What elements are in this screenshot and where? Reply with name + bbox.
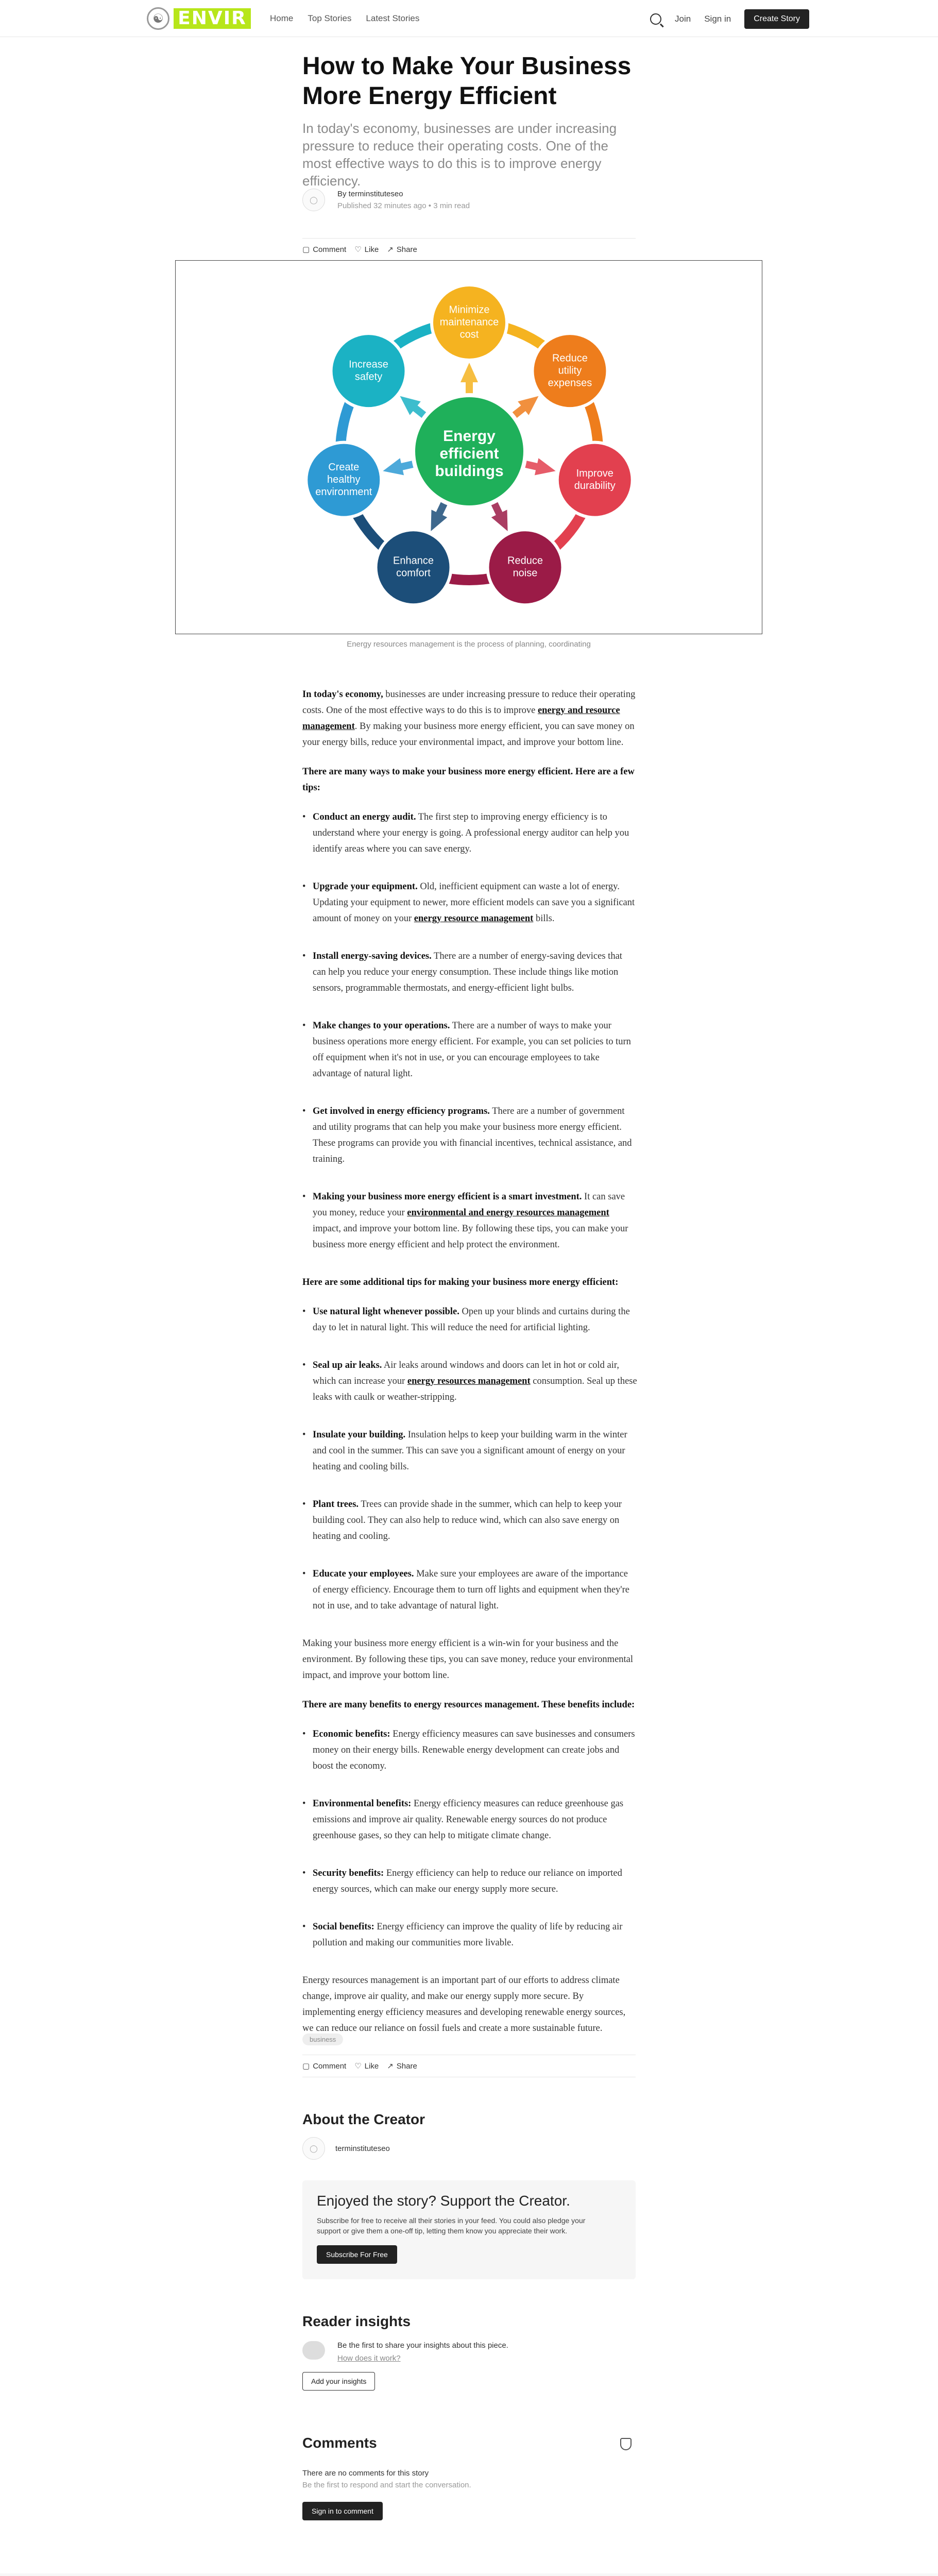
node-label: Increase	[349, 359, 388, 370]
author-byline[interactable]: By terminstituteseo	[337, 190, 403, 198]
list-item	[302, 1189, 637, 1253]
add-insights-button[interactable]: Add your insights	[302, 2372, 375, 2391]
center-label: Energy	[443, 427, 496, 445]
node-label: Improve	[576, 467, 613, 479]
benefits-list	[302, 1726, 637, 1951]
list-item	[302, 1104, 637, 1167]
node-label: durability	[574, 480, 616, 492]
author-avatar[interactable]: ◯	[302, 189, 325, 211]
comments-section	[302, 2435, 636, 2520]
list-item-lead: Environmental benefits:	[313, 1799, 412, 1809]
arrow	[511, 396, 538, 419]
intro-bold: In today's economy,	[302, 689, 383, 700]
node-label: Reduce	[552, 352, 588, 364]
article-title: How to Make Your Business More Energy Efficient	[302, 53, 632, 110]
additional-list	[302, 1304, 637, 1614]
intro-paragraph	[302, 687, 637, 751]
list-item	[302, 879, 637, 927]
intro-end: . By making your business more energy efficient, you can save money on your energy bills, reduce your environmental impact, and improve your bottom line.	[302, 721, 635, 748]
list-item-link[interactable]: environmental and energy resources management	[407, 1208, 609, 1218]
globe-icon: ☯	[147, 7, 169, 30]
insights-text: Be the first to share your insights about this piece.	[337, 2341, 508, 2350]
search-icon[interactable]	[650, 13, 661, 25]
like-label: Like	[364, 2061, 379, 2071]
tips-heading-text: There are many ways to make your business more energy efficient. Here are a few tips:	[302, 767, 635, 793]
arrow	[383, 458, 414, 475]
node-label: Minimize	[449, 304, 490, 316]
node-label: Create	[328, 461, 360, 473]
list-item-lead: Seal up air leaks.	[313, 1360, 382, 1370]
list-item-text-end: bills.	[533, 913, 555, 924]
share-label: Share	[396, 245, 417, 254]
signin-link[interactable]: Sign in	[704, 14, 731, 24]
intro-link[interactable]: energy and resource management	[302, 705, 620, 732]
benefits-heading	[302, 1697, 637, 1713]
arrow	[461, 363, 478, 394]
support-text: Subscribe for free to receive all their stories in your feed. You could also pledge your support or give them a one-off tip, letting them know you appreciate their work.	[317, 2216, 586, 2235]
join-link[interactable]: Join	[675, 14, 691, 24]
node-label: utility	[558, 365, 582, 377]
list-item-link[interactable]: energy resource management	[414, 913, 534, 924]
tips-heading	[302, 764, 637, 796]
share-button-bottom[interactable]	[387, 2061, 417, 2071]
list-item	[302, 1018, 637, 1082]
insights-bubble-icon	[302, 2341, 325, 2360]
support-box	[302, 2180, 636, 2279]
comment-label: Comment	[313, 245, 347, 254]
list-item-text: Open up your blinds and curtains during the day to let in natural light. This will reduce the need for artificial lighting.	[313, 1307, 630, 1333]
list-item	[302, 1304, 637, 1336]
node-label: Enhance	[393, 555, 434, 567]
nav-links	[270, 13, 419, 24]
list-item-lead: Use natural light whenever possible.	[313, 1307, 459, 1317]
heart-icon: ♡	[354, 2062, 362, 2071]
share-icon: ↗	[387, 2062, 394, 2071]
comment-button-bottom[interactable]	[302, 2061, 346, 2071]
list-item	[302, 1726, 637, 1774]
node-label: healthy	[327, 473, 361, 485]
comments-heading: Comments	[302, 2435, 377, 2451]
additional-heading	[302, 1275, 637, 1291]
nav-right	[650, 9, 809, 29]
creator-avatar[interactable]: ◯	[302, 2137, 325, 2160]
list-item	[302, 1919, 637, 1951]
node-label: safety	[354, 371, 383, 383]
list-item-lead: Plant trees.	[313, 1499, 359, 1510]
list-item-text: It can save you money, reduce your	[313, 1192, 625, 1218]
comment-icon: ▢	[302, 2062, 310, 2071]
list-item	[302, 1866, 637, 1897]
list-item-text: Old, inefficient equipment can waste a lot of energy. Updating your equipment to newer, more efficient models can save you a significant amount of money on your	[313, 882, 635, 924]
author-block	[302, 184, 636, 215]
list-item	[302, 1566, 637, 1614]
insights-heading: Reader insights	[302, 2313, 411, 2329]
arrow	[491, 501, 508, 531]
list-item-text: Trees can provide shade in the summer, which can help to keep your building cool. They can also help to reduce wind, which can also save energy on heating and cooling.	[313, 1499, 622, 1541]
list-item	[302, 1427, 637, 1475]
list-item	[302, 1358, 637, 1405]
tips-list	[302, 809, 637, 1253]
list-item-link[interactable]: energy resources management	[407, 1376, 531, 1386]
top-nav	[0, 0, 938, 37]
list-item	[302, 948, 637, 996]
support-heading: Enjoyed the story? Support the Creator.	[317, 2193, 570, 2209]
list-item-text-end: impact, and improve your bottom line. By following these tips, you can make your business more energy efficient and help protect the environment.	[313, 1224, 628, 1250]
creator-name[interactable]: terminstituteseo	[335, 2144, 390, 2153]
winwin-paragraph: Making your business more energy efficient is a win-win for your business and the environment. By following these tips, you can save money, reduce your environmental impact, and improve your bottom line.	[302, 1638, 634, 1681]
node-label: Reduce	[507, 555, 543, 567]
conclusion-paragraph: Energy resources management is an important part of our efforts to address climate change, improve air quality, and make our energy supply more secure. By implementing energy efficiency measures and developing renewable energy sources, we can reduce our reliance on fossil fuels and create a more sustainable future.	[302, 1975, 626, 2033]
list-item	[302, 1796, 637, 1844]
list-item-text: Insulation helps to keep your building warm in the winter and cool in the summer. This can save you a significant amount of energy on your heating and cooling bills.	[313, 1430, 627, 1472]
list-item	[302, 1497, 637, 1545]
like-button-bottom[interactable]	[354, 2061, 379, 2071]
list-item-text: There are a number of ways to make your business operations more energy efficient. For example, you can set policies to turn off equipment when it's not in use, or you can encourage employees to take advantage of natural light.	[313, 1021, 631, 1079]
share-label: Share	[396, 2061, 417, 2071]
nav-link-latest-stories[interactable]: Latest Stories	[366, 13, 420, 23]
node-label: environment	[315, 486, 372, 498]
list-item-lead: Insulate your building.	[313, 1430, 406, 1440]
list-item-lead: Conduct an energy audit.	[313, 812, 416, 822]
create-story-button[interactable]: Create Story	[744, 9, 809, 29]
share-icon: ↗	[387, 245, 394, 254]
be-first-text: Be the first to respond and start the conversation.	[302, 2481, 471, 2489]
list-item-text: Energy efficiency can help to reduce our reliance on imported energy sources, which can make our energy supply more secure.	[313, 1868, 622, 1894]
list-item-text: Make sure your employees are aware of the importance of energy efficiency. Encourage them to turn off lights and equipment when they're not in use, and to take advantage of natural light.	[313, 1569, 630, 1611]
published-time: Published 32 minutes ago • 3 min read	[337, 201, 470, 210]
figure-caption: Energy resources management is the process of planning, coordinating	[347, 640, 591, 649]
energy-diagram	[175, 260, 762, 634]
share-button[interactable]	[387, 245, 417, 254]
list-item-text: There are a number of government and utility programs that can help you make your business more energy efficient. These programs can provide you with financial incentives, technical assistance, and training.	[313, 1106, 632, 1164]
about-heading: About the Creator	[302, 2111, 425, 2127]
article-actions-bottom	[302, 2055, 636, 2077]
list-item-lead: Economic benefits:	[313, 1729, 390, 1739]
no-comments-text: There are no comments for this story	[302, 2469, 429, 2478]
list-item-text: Energy efficiency can improve the quality of life by reducing air pollution and making our communities more livable.	[313, 1922, 623, 1948]
list-item-lead: Install energy-saving devices.	[313, 951, 432, 961]
like-button[interactable]	[354, 245, 379, 254]
arrow	[524, 458, 556, 475]
site-logo[interactable]	[147, 6, 255, 31]
keep-reading-section	[0, 2573, 938, 2576]
logo-wordmark: ENVIR	[174, 8, 251, 29]
node-label: comfort	[396, 567, 431, 579]
list-item-text: There are a number of energy-saving devices that can help you reduce your energy consumption. These include things like motion sensors, programmable thermostats, and energy-efficient light bulbs.	[313, 951, 622, 993]
list-item-lead: Get involved in energy efficiency programs.	[313, 1106, 490, 1116]
node-label: noise	[513, 567, 538, 579]
node-label: expenses	[548, 377, 592, 389]
list-item-text: Air leaks around windows and doors can let in hot or cold air, which can increase your	[313, 1360, 619, 1386]
shield-icon[interactable]	[620, 2438, 632, 2450]
reader-insights	[302, 2313, 636, 2391]
article-subtitle: In today's economy, businesses are under increasing pressure to reduce their operating costs. One of the most effective ways to do this is to improve energy efficiency.	[302, 121, 617, 189]
creator-row	[302, 2137, 390, 2160]
comment-button[interactable]	[302, 245, 346, 254]
sign-in-to-comment-button[interactable]: Sign in to comment	[302, 2502, 383, 2520]
nav-link-top-stories[interactable]: Top Stories	[308, 13, 352, 23]
diagram-svg	[176, 261, 763, 635]
list-item-lead: Educate your employees.	[313, 1569, 414, 1579]
center-label: buildings	[435, 462, 504, 480]
like-label: Like	[364, 245, 379, 254]
benefits-heading-text: There are many benefits to energy resources management. These benefits include:	[302, 1700, 635, 1710]
list-item-lead: Making your business more energy efficient is a smart investment.	[313, 1192, 582, 1202]
list-item-text: Energy efficiency measures can save businesses and consumers money on their energy bills. Renewable energy development can create jobs and boost the economy.	[313, 1729, 635, 1771]
list-item-text-end: consumption. Seal up these leaks with caulk or weather-stripping.	[313, 1376, 637, 1402]
list-item	[302, 809, 637, 857]
node-label: maintenance	[439, 316, 499, 328]
additional-heading-text: Here are some additional tips for making your business more energy efficient:	[302, 1277, 619, 1287]
article-body	[302, 687, 637, 2050]
heart-icon: ♡	[354, 245, 362, 254]
list-item-lead: Security benefits:	[313, 1868, 384, 1878]
center-label: efficient	[439, 445, 499, 462]
list-item-text: Energy efficiency measures can reduce greenhouse gas emissions and improve air quality. Renewable energy sources do not produce greenhouse gases, so they can help to mitigate climate change.	[313, 1799, 624, 1841]
arrow	[431, 501, 448, 531]
arrow	[400, 396, 427, 419]
node-label: cost	[459, 329, 479, 341]
tag-business[interactable]: business	[302, 2033, 343, 2045]
article-actions-top	[302, 238, 636, 261]
intro-text: businesses are under increasing pressure to reduce their operating costs. One of the most effective ways to do this is to improve	[302, 689, 636, 716]
comment-icon: ▢	[302, 245, 310, 254]
how-does-it-work-link[interactable]: How does it work?	[337, 2354, 401, 2363]
list-item-lead: Social benefits:	[313, 1922, 374, 1932]
list-item-lead: Upgrade your equipment.	[313, 882, 418, 892]
subscribe-button[interactable]: Subscribe For Free	[317, 2245, 397, 2264]
list-item-text: The first step to improving energy efficiency is to understand where your energy is going. A professional energy auditor can help you identify areas where you can save energy.	[313, 812, 629, 854]
comment-label: Comment	[313, 2061, 347, 2071]
nav-link-home[interactable]: Home	[270, 13, 294, 23]
list-item-lead: Make changes to your operations.	[313, 1021, 450, 1031]
